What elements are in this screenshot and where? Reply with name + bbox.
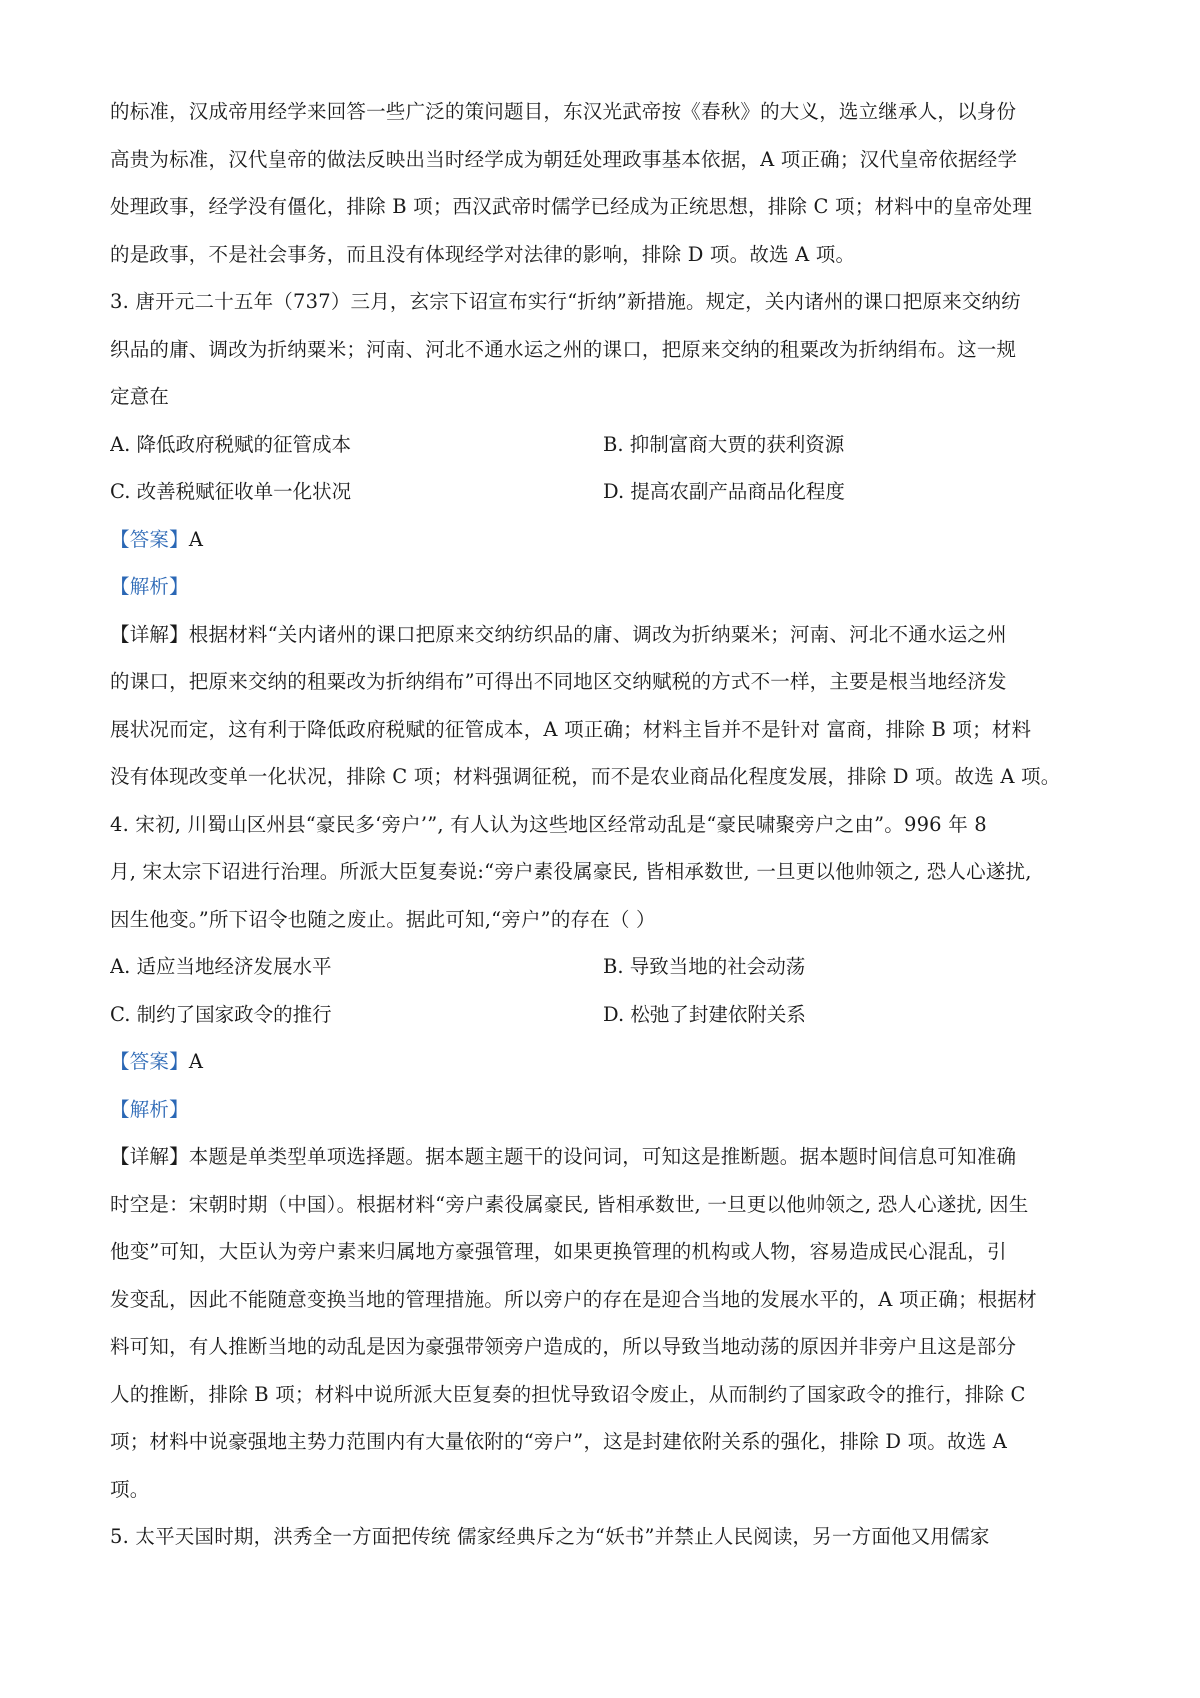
text-line: 4. 宋初, 川蜀山区州县“豪民多‘旁户’”, 有人认为这些地区经常动乱是“豪民啸聚旁户之由”。996 年 8 bbox=[110, 812, 987, 836]
text-line: 项。 bbox=[110, 1477, 150, 1501]
tagged-text: 【详解】根据材料“关内诸州的课口把原来交纳纺织品的庸、调改为折纳粟米；河南、河北不通水运之州 bbox=[110, 622, 1007, 646]
text-line: 他变”可知，大臣认为旁户素来归属地方豪强管理，如果更换管理的机构或人物，容易造成民心混乱，引 bbox=[110, 1240, 1007, 1263]
tagged-line bbox=[110, 1086, 1110, 1134]
text-line: 月, 宋太宗下诏进行治理。所派大臣复奏说:“旁户素役属豪民, 皆相承数世, 一旦更以他帅领之, 恐人心遂扰, bbox=[110, 860, 1032, 883]
answer-option: B. 导致当地的社会动荡 bbox=[603, 955, 806, 978]
section-tag: 【解析】 bbox=[110, 1097, 189, 1121]
answer-option: B. 抑制富商大贾的获利资源 bbox=[603, 432, 845, 456]
text-line: 发变乱，因此不能随意变换当地的管理措施。所以旁户的存在是迎合当地的发展水平的，A 项正确；根据材 bbox=[110, 1287, 1037, 1311]
text-line: 织品的庸、调改为折纳粟米；河南、河北不通水运之州的课口，把原来交纳的租粟改为折纳绢布。这一规 bbox=[110, 337, 1017, 361]
option-row bbox=[110, 943, 1110, 991]
section-tag: 【解析】 bbox=[110, 575, 189, 598]
section-tag: 【答案】 bbox=[110, 527, 189, 551]
text-line: 高贵为标准，汉代皇帝的做法反映出当时经学成为朝廷处理政事基本依据，A 项正确；汉代皇帝依据经学 bbox=[110, 147, 1018, 171]
tagged-line bbox=[110, 563, 1110, 611]
tagged-line bbox=[110, 611, 1110, 659]
option-row bbox=[110, 468, 1110, 516]
answer-option: C. 改善税赋征收单一化状况 bbox=[110, 480, 352, 503]
option-row bbox=[110, 421, 1110, 469]
text-line: 3. 唐开元二十五年（737）三月，玄宗下诏宣布实行“折纳”新措施。规定，关内诸州的课口把原来交纳纺 bbox=[110, 290, 1021, 313]
text-line: 的是政事，不是社会事务，而且没有体现经学对法律的影响，排除 D 项。故选 A 项。 bbox=[110, 242, 856, 266]
text-line: 定意在 bbox=[110, 385, 170, 408]
text-line: 5. 太平天国时期，洪秀全一方面把传统 儒家经典斥之为“妖书”并禁止人民阅读，另一方面他又用儒家 bbox=[110, 1525, 990, 1548]
answer-option: C. 制约了国家政令的推行 bbox=[110, 1002, 332, 1026]
answer-option: D. 松弛了封建依附关系 bbox=[603, 1002, 806, 1026]
text-line: 项；材料中说豪强地主势力范围内有大量依附的“旁户”，这是封建依附关系的强化，排除 D 项。故选 A bbox=[110, 1430, 1008, 1453]
text-line: 的标准，汉成帝用经学来回答一些广泛的策问题目，东汉光武帝按《春秋》的大义，选立继承人，以身份 bbox=[110, 100, 1017, 123]
document-body bbox=[110, 88, 1110, 1561]
text-line: 没有体现改变单一化状况，排除 C 项；材料强调征税，而不是农业商品化程度发展，排除 D 项。故选 A 项。 bbox=[110, 765, 1061, 788]
tagged-text: 【详解】本题是单类型单项选择题。据本题主题干的设问词，可知这是推断题。据本题时间信息可知准确 bbox=[110, 1145, 1017, 1168]
text-line: 展状况而定，这有利于降低政府税赋的征管成本，A 项正确；材料主旨并不是针对 富商，排除 B 项；材料 bbox=[110, 717, 1032, 741]
answer-option: A. 降低政府税赋的征管成本 bbox=[110, 432, 351, 456]
text-line: 因生他变。”所下诏令也随之废止。据此可知,“旁户”的存在（ ） bbox=[110, 907, 656, 931]
text-line: 人的推断，排除 B 项；材料中说所派大臣复奏的担忧导致诏令废止，从而制约了国家政令的推行，排除 C bbox=[110, 1382, 1026, 1406]
text-line: 时空是：宋朝时期（中国）。根据材料“旁户素役属豪民, 皆相承数世, 一旦更以他帅领之, 恐人心遂扰, 因生 bbox=[110, 1192, 1029, 1216]
tagged-line bbox=[110, 1038, 1110, 1086]
tagged-text: A bbox=[188, 1050, 204, 1073]
text-line: 料可知，有人推断当地的动乱是因为豪强带领旁户造成的，所以导致当地动荡的原因并非旁户且这是部分 bbox=[110, 1335, 1017, 1358]
option-row bbox=[110, 991, 1110, 1039]
tagged-text: A bbox=[188, 527, 204, 551]
answer-option: A. 适应当地经济发展水平 bbox=[110, 955, 332, 978]
text-line: 的课口，把原来交纳的租粟改为折纳绢布”可得出不同地区交纳赋税的方式不一样，主要是根当地经济发 bbox=[110, 670, 1007, 693]
section-tag: 【答案】 bbox=[110, 1050, 189, 1073]
text-line: 处理政事，经学没有僵化，排除 B 项；西汉武帝时儒学已经成为正统思想，排除 C 项；材料中的皇帝处理 bbox=[110, 195, 1033, 218]
tagged-line bbox=[110, 1133, 1110, 1181]
tagged-line bbox=[110, 516, 1110, 564]
answer-option: D. 提高农副产品商品化程度 bbox=[603, 480, 845, 503]
